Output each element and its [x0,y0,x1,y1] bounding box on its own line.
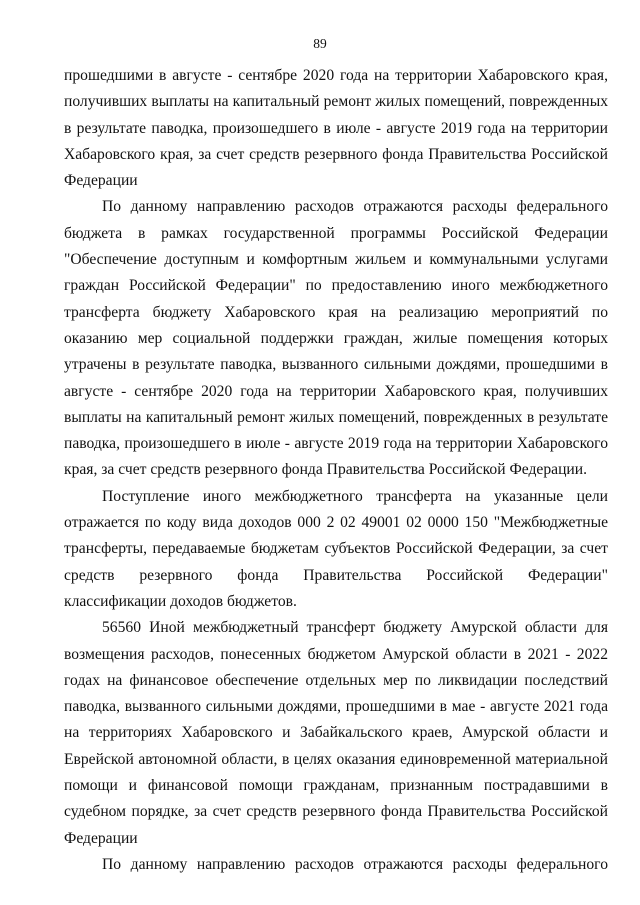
page-number: 89 [313,36,327,51]
paragraph-56560-heading: 56560 Иной межбюджетный трансферт бюджету Амурской области для возмещения расходов, понесенных бюджетом Амурской области в 2021 - 2022 годах на финансовое обеспечение отдельных мер по ликвидации последствий паводка, вызванного сильными дождями, прошедшими в мае - августе 2021 года на территориях Хабаровского и Забайкальского краев, Амурской области и Еврейской автономной области, в целях оказания единовременной материальной помощи и финансовой помощи гражданам, признанным пострадавшими в судебном порядке, за счет средств резервного фонда Правительства Российской Федерации [64,619,608,847]
paragraph-revenue-code: Поступление иного межбюджетного трансферта на указанные цели отражается по коду вида доходов 000 2 02 49001 02 0000 150 "Межбюджетные трансферты, передаваемые бюджетам субъектов Российской Федерации, за счет средств резервного фонда Правительства Российской Федерации" классификации доходов бюджетов. [64,487,608,610]
paragraph-truncated: По данному направлению расходов отражаются расходы федерального [102,855,608,873]
paragraph-expense-description: По данному направлению расходов отражаются расходы федерального бюджета в рамках государственной программы Российской Федерации "Обеспечение доступным и комфортным жильем и коммунальными услугами граждан Российской Федерации" по предоставлению иного межбюджетного трансферта бюджету Хабаровского края на реализацию мероприятий по оказанию мер социальной поддержки граждан, жилые помещения которых утрачены в результате паводка, вызванного сильными дождями, прошедшими в августе - сентябре 2020 года на территории Хабаровского края, получивших выплаты на капитальный ремонт жилых помещений, поврежденных в результате паводка, произошедшего в июле - августе 2019 года на территории Хабаровского края, за счет средств резервного фонда Правительства Российской Федерации. [64,198,608,479]
paragraph-continuation: прошедшими в августе - сентябре 2020 года на территории Хабаровского края, получивших выплаты на капитальный ремонт жилых помещений, поврежденных в результате паводка, произошедшего в июле - августе 2019 года на территории Хабаровского края, за счет средств резервного фонда Правительства Российской Федерации [64,67,608,190]
document-body [64,63,608,878]
